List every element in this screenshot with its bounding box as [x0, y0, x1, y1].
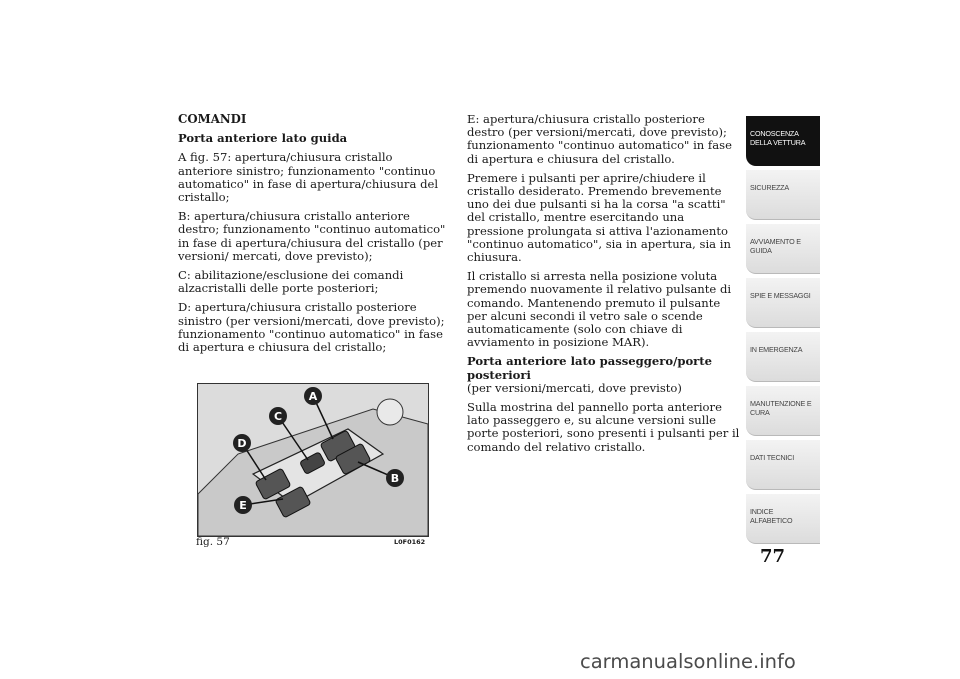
- callout-a: [304, 387, 322, 405]
- tab-conoscenza-della-vettura[interactable]: [746, 116, 820, 166]
- subheading-driver-door: Porta anteriore lato guida: [178, 131, 348, 146]
- figure-caption: fig. 57: [196, 536, 230, 548]
- section-heading: COMANDI: [178, 112, 247, 126]
- tab-label-line: INDICE: [750, 507, 774, 516]
- tab-label-line: GUIDA: [750, 246, 772, 255]
- tab-indice-alfabetico[interactable]: [746, 494, 820, 544]
- tab-label-line: AVVIAMENTO E: [750, 237, 801, 246]
- tab-label-line: CURA: [750, 408, 770, 417]
- mirror-control: [377, 399, 403, 425]
- callout-d-label: D: [237, 437, 247, 450]
- tab-sicurezza[interactable]: [746, 170, 820, 220]
- paragraph-stop: Il cristallo si arresta nella posizione voluta premendo nuovamente il relativo pulsante di comando. Mantenendo premuto il pulsante per alcuni secondi il vetro sale o scende automaticamente (solo con chiave di avviamento in posizione MAR).: [467, 269, 732, 350]
- callout-a-label: A: [308, 390, 318, 403]
- right-column: [467, 113, 742, 460]
- callout-b-label: B: [390, 472, 400, 485]
- window-controls-illustration: [198, 384, 428, 536]
- tab-dati-tecnici[interactable]: [746, 440, 820, 490]
- paragraph-a: A fig. 57: apertura/chiusura cristallo anteriore sinistro; funzionamento "continuo automatico" in fase di apertura/chiusura del cristallo;: [178, 150, 439, 205]
- page-number: 77: [760, 546, 786, 567]
- paragraph-operation: Premere i pulsanti per aprire/chiudere il cristallo desiderato. Premendo brevemente uno dei due pulsanti si ha la corsa "a scatti" del cristallo, mentre esercitando una pressione prolungata si attiva l'azionamento "continuo automatico", sia in apertura, sia in chiusura.: [467, 170, 731, 265]
- subheading-passenger-door: Porta anteriore lato passeggero/porte posteriori: [467, 354, 713, 382]
- callout-e-label: E: [239, 499, 247, 512]
- paragraph-passenger: Sulla mostrina del pannello porta anteriore lato passeggero e, su alcune versioni sulle porte posteriori, sono presenti i pulsanti per il comando del relativo cristallo.: [467, 400, 740, 454]
- tab-label-line: MANUTENZIONE E: [750, 399, 812, 408]
- tab-manutenzione-e-cura[interactable]: [746, 386, 820, 436]
- paragraph-e: E: apertura/chiusura cristallo posteriore destro (per versioni/mercati, dove previsto); funzionamento "continuo automatico" in fase di apertura e chiusura del cristallo.: [467, 112, 732, 166]
- left-column: [178, 113, 450, 360]
- callout-e: [234, 496, 252, 514]
- subheading-note: (per versioni/mercati, dove previsto): [467, 380, 682, 395]
- figure-code: L0F0162: [394, 538, 426, 546]
- tab-label-line: DELLA VETTURA: [750, 138, 806, 147]
- callout-c-label: C: [273, 410, 283, 423]
- tab-label-line: DATI TECNICI: [750, 453, 795, 462]
- tab-in-emergenza[interactable]: [746, 332, 820, 382]
- tab-label-line: CONOSCENZA: [750, 129, 799, 138]
- tab-spie-e-messaggi[interactable]: [746, 278, 820, 328]
- paragraph-c: C: abilitazione/esclusione dei comandi alzacristalli delle porte posteriori;: [178, 268, 404, 296]
- window-controls-figure: [197, 383, 429, 537]
- paragraph-b: B: apertura/chiusura cristallo anteriore destro; funzionamento "continuo automatico" in fase di apertura/chiusura del cristallo (per versioni/ mercati, dove previsto);: [178, 209, 446, 263]
- tab-label-line: SICUREZZA: [750, 183, 789, 192]
- tab-label-line: ALFABETICO: [750, 516, 793, 525]
- callout-c: [269, 407, 287, 425]
- paragraph-d: D: apertura/chiusura cristallo posteriore sinistro (per versioni/mercati, dove previsto); funzionamento "continuo automatico" in fase di apertura e chiusura del cristallo;: [178, 300, 445, 355]
- tab-label-line: SPIE E MESSAGGI: [750, 291, 811, 300]
- watermark-text: carmanualsonline.info: [580, 650, 796, 673]
- tab-avviamento-e-guida[interactable]: [746, 224, 820, 274]
- tab-label-line: IN EMERGENZA: [750, 345, 803, 354]
- callout-d: [233, 434, 251, 452]
- chapter-sidebar: [746, 116, 820, 548]
- callout-b: [386, 469, 404, 487]
